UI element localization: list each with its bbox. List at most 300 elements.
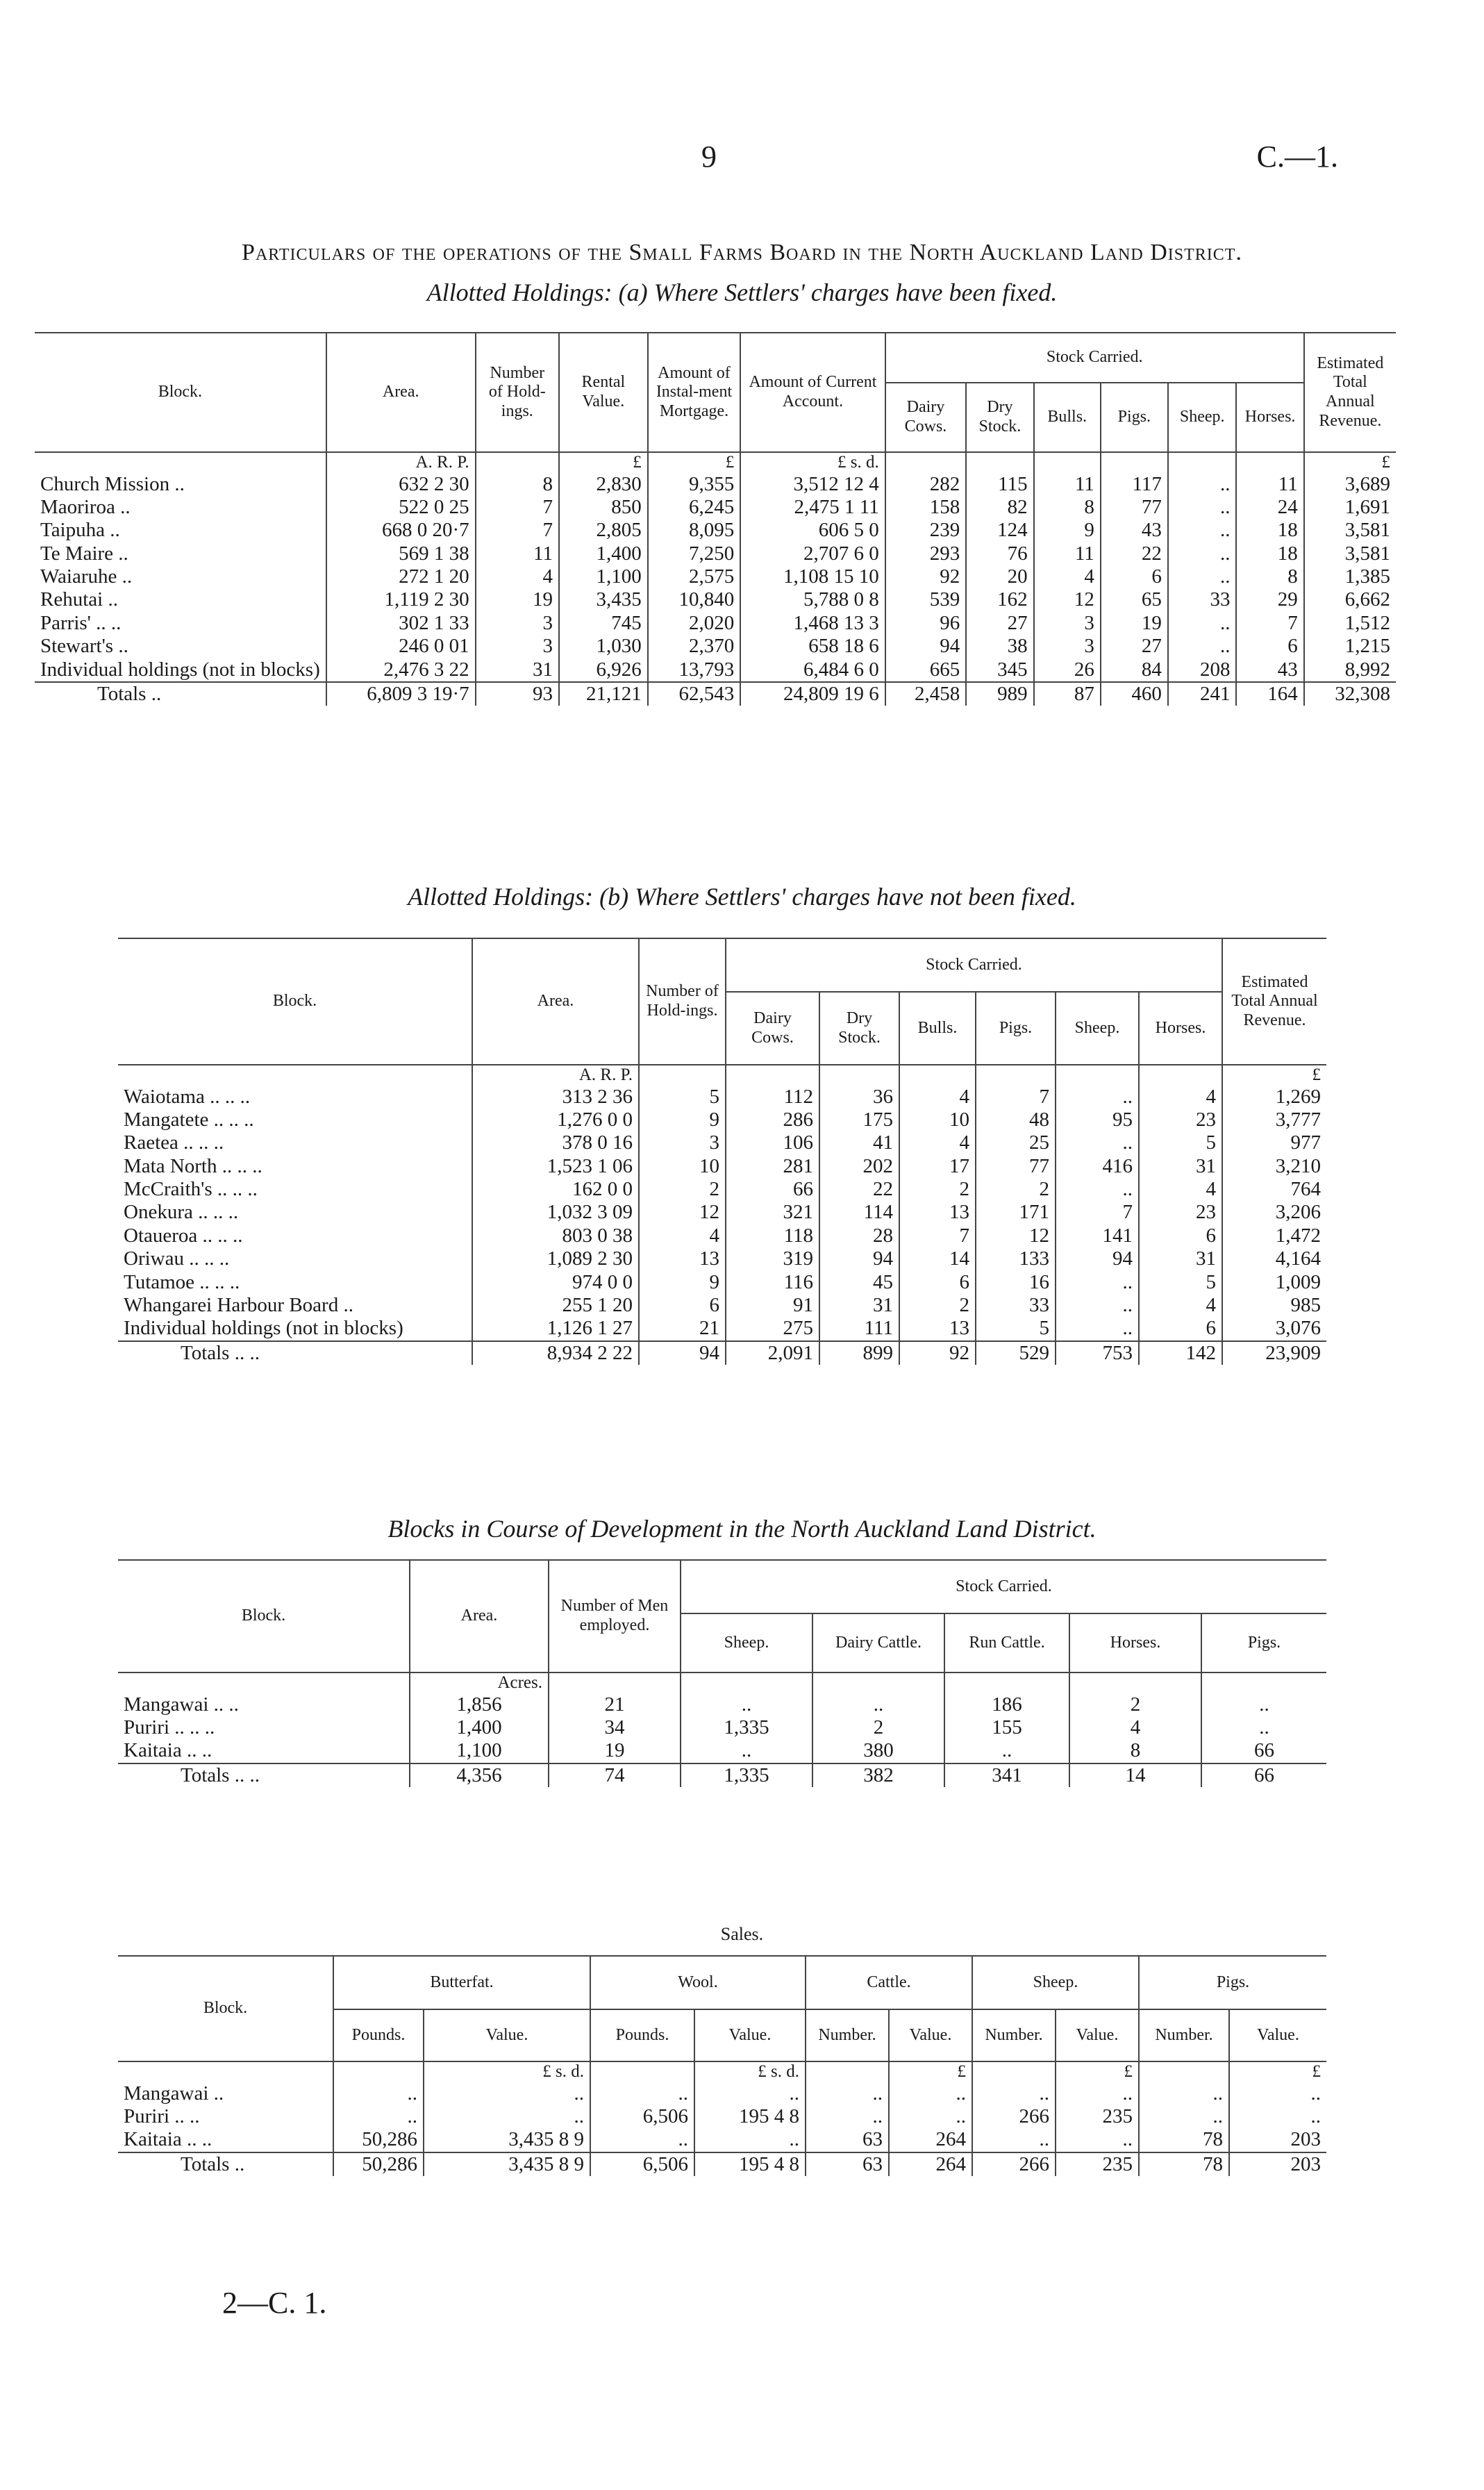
cell: 31 (476, 658, 559, 682)
cell: 632 2 30 (326, 473, 476, 496)
table-row (35, 496, 1396, 519)
col-current-account: Amount of Current Account. (740, 333, 885, 452)
cell: .. (590, 2082, 694, 2105)
cell: 5,788 0 8 (740, 588, 885, 611)
col-stock-carried: Stock Carried. (681, 1560, 1326, 1613)
cell: 4 (899, 1086, 976, 1109)
cell: 11 (1034, 473, 1101, 496)
cell: 1,400 (559, 542, 648, 565)
cell: 1,335 (681, 1716, 812, 1739)
cell: 45 (819, 1271, 899, 1294)
table-row (118, 1716, 1326, 1739)
cell: 112 (726, 1086, 819, 1109)
cell: 378 0 16 (472, 1131, 639, 1154)
table-d (118, 1955, 1326, 2176)
row-label: Individual holdings (not in blocks) (124, 1317, 403, 1340)
cell: .. (590, 2128, 694, 2152)
cell: 5 (1139, 1271, 1222, 1294)
cell: 43 (1101, 519, 1168, 542)
cell: 4 (1034, 565, 1101, 588)
total-cell: 203 (1229, 2152, 1326, 2176)
cell: 1,472 (1222, 1225, 1326, 1247)
cell: .. (944, 1739, 1069, 1763)
cell: 96 (885, 612, 966, 635)
cell: .. (1139, 2082, 1229, 2105)
col-cattle: Cattle. (806, 1956, 972, 2009)
table-d-caption: Sales. (720, 1924, 764, 1944)
cell: 91 (726, 1294, 819, 1317)
cell: 28 (819, 1225, 899, 1247)
totals-row (118, 1763, 1326, 1787)
cell: 1,030 (559, 635, 648, 658)
col-wool-pounds: Pounds. (590, 2009, 694, 2061)
cell: .. (1201, 1716, 1326, 1739)
col-men-employed: Number of Men employed. (549, 1560, 681, 1673)
table-row (118, 1109, 1326, 1131)
col-pigs: Pigs. (1101, 383, 1168, 452)
cell: .. (694, 2082, 806, 2105)
cell: 13 (639, 1247, 726, 1270)
cell: 11 (1034, 542, 1101, 565)
unit-area: A. R. P. (326, 452, 476, 473)
cell: .. (1168, 496, 1237, 519)
cell: .. (972, 2082, 1056, 2105)
cell: 9 (1034, 519, 1101, 542)
cell: 21 (549, 1693, 681, 1716)
cell: 16 (976, 1271, 1056, 1294)
cell: 1,100 (410, 1739, 549, 1763)
total-cell: 341 (944, 1763, 1069, 1787)
cell: .. (812, 1693, 944, 1716)
col-wool: Wool. (590, 1956, 806, 2009)
cell: 977 (1222, 1131, 1326, 1154)
cell: 1,523 1 06 (472, 1155, 639, 1178)
cell: 569 1 38 (326, 542, 476, 565)
cell: 6,245 (648, 496, 740, 519)
col-butterfat: Butterfat. (333, 1956, 590, 2009)
cell: 208 (1168, 658, 1237, 682)
cell: 118 (726, 1225, 819, 1247)
row-label: Church Mission .. (40, 472, 185, 495)
unit-area: A. R. P. (472, 1065, 639, 1086)
cell: 4 (1139, 1178, 1222, 1201)
col-sheep: Sheep. (1056, 992, 1139, 1065)
total-cell: 1,335 (681, 1763, 812, 1787)
col-area: Area. (472, 938, 639, 1065)
cell: 2,020 (648, 612, 740, 635)
row-label: Waiaruhe .. (40, 565, 133, 588)
cell: 22 (819, 1178, 899, 1201)
cell: 7 (1056, 1201, 1139, 1224)
cell: .. (1168, 635, 1237, 658)
total-cell: 66 (1201, 1763, 1326, 1787)
cell: 12 (639, 1201, 726, 1224)
total-cell: 989 (966, 682, 1033, 706)
cell: 6 (1139, 1317, 1222, 1341)
cell: 275 (726, 1317, 819, 1341)
cell: .. (1056, 1086, 1139, 1109)
col-stock-carried: Stock Carried. (885, 333, 1304, 383)
document-code: C.—1. (1256, 140, 1338, 174)
col-bulls: Bulls. (1034, 383, 1101, 452)
totals-label: Totals .. (35, 682, 326, 706)
cell: .. (694, 2128, 806, 2152)
cell: 6,926 (559, 658, 648, 682)
cell: .. (889, 2082, 972, 2105)
total-cell: 164 (1236, 682, 1303, 706)
table-row (35, 635, 1396, 658)
cell: 6 (899, 1271, 976, 1294)
cell: 1,108 15 10 (740, 565, 885, 588)
cell: 95 (1056, 1109, 1139, 1131)
cell: 416 (1056, 1155, 1139, 1178)
col-block: Block. (118, 1956, 333, 2061)
col-wool-value: Value. (694, 2009, 806, 2061)
cell: 26 (1034, 658, 1101, 682)
cell: 33 (1168, 588, 1237, 611)
cell: 1,009 (1222, 1271, 1326, 1294)
cell: 27 (966, 612, 1033, 635)
total-cell: 241 (1168, 682, 1237, 706)
col-sheep: Sheep. (972, 1956, 1139, 2009)
row-label: Maoriroa .. (40, 496, 131, 519)
cell: 133 (976, 1247, 1056, 1270)
col-dry-stock: Dry Stock. (966, 383, 1033, 452)
cell: 7,250 (648, 542, 740, 565)
row-label: Te Maire .. (40, 542, 128, 565)
table-row (35, 473, 1396, 496)
col-horses: Horses. (1236, 383, 1303, 452)
cell: 24 (1236, 496, 1303, 519)
total-cell: 92 (899, 1341, 976, 1365)
cell: 3,076 (1222, 1317, 1326, 1341)
totals-label: Totals .. .. (118, 1763, 410, 1787)
cell: 12 (976, 1225, 1056, 1247)
cell: 65 (1101, 588, 1168, 611)
cell: 2 (812, 1716, 944, 1739)
total-cell: 32,308 (1304, 682, 1396, 706)
cell: 2,805 (559, 519, 648, 542)
cell: 1,468 13 3 (740, 612, 885, 635)
col-stock-carried: Stock Carried. (726, 938, 1222, 992)
col-holdings: Number of Hold-ings. (639, 938, 726, 1065)
cell: 2 (976, 1178, 1056, 1201)
cell: 5 (976, 1317, 1056, 1341)
cell: 3,581 (1304, 542, 1396, 565)
cell: 186 (944, 1693, 1069, 1716)
cell: 293 (885, 542, 966, 565)
cell: 272 1 20 (326, 565, 476, 588)
col-dairy-cows: Dairy Cows. (885, 383, 966, 452)
totals-label: Totals .. (118, 2152, 333, 2176)
cell: .. (972, 2128, 1056, 2152)
cell: 6 (1101, 565, 1168, 588)
cell: .. (1056, 2128, 1139, 2152)
cell: .. (1168, 473, 1237, 496)
cell: 162 (966, 588, 1033, 611)
total-cell: 195 4 8 (694, 2152, 806, 2176)
col-butterfat-value: Value. (424, 2009, 590, 2061)
cell: 10 (639, 1155, 726, 1178)
cell: 76 (966, 542, 1033, 565)
cell: 3,689 (1304, 473, 1396, 496)
col-block: Block. (118, 1560, 410, 1673)
table-row (118, 1317, 1326, 1341)
cell: 9,355 (648, 473, 740, 496)
total-cell: 74 (549, 1763, 681, 1787)
col-dairy-cows: Dairy Cows. (726, 992, 819, 1065)
cell: 246 0 01 (326, 635, 476, 658)
row-label: Puriri .. .. .. (124, 1716, 215, 1739)
cell: 658 18 6 (740, 635, 885, 658)
col-pigs-number: Number. (1139, 2009, 1229, 2061)
cell: 23 (1139, 1109, 1222, 1131)
cell: 1,126 1 27 (472, 1317, 639, 1341)
cell: .. (806, 2082, 889, 2105)
cell: 1,215 (1304, 635, 1396, 658)
cell: 31 (1139, 1155, 1222, 1178)
row-label: McCraith's .. .. .. (124, 1178, 258, 1201)
cell: 162 0 0 (472, 1178, 639, 1201)
cell: 321 (726, 1201, 819, 1224)
cell: 1,691 (1304, 496, 1396, 519)
table-row (118, 2082, 1326, 2105)
cell: 239 (885, 519, 966, 542)
cell: .. (1139, 2105, 1229, 2128)
cell: 18 (1236, 542, 1303, 565)
cell: 264 (889, 2128, 972, 2152)
row-label: Oriwau .. .. .. (124, 1247, 230, 1270)
col-dairy-cattle: Dairy Cattle. (812, 1613, 944, 1673)
row-label: Whangarei Harbour Board .. (124, 1293, 353, 1316)
row-label: Mangawai .. (124, 2082, 224, 2105)
total-cell: 753 (1056, 1341, 1139, 1365)
row-label: Mangawai .. .. (124, 1693, 239, 1716)
cell: 319 (726, 1247, 819, 1270)
cell: 43 (1236, 658, 1303, 682)
col-horses: Horses. (1139, 992, 1222, 1065)
row-label: Rehutai .. (40, 588, 118, 611)
col-pigs-value: Value. (1229, 2009, 1326, 2061)
cell: .. (1056, 1294, 1139, 1317)
cell: 106 (726, 1131, 819, 1154)
cell: 8,992 (1304, 658, 1396, 682)
cell: 3,512 12 4 (740, 473, 885, 496)
cell: 2,475 1 11 (740, 496, 885, 519)
table-row (118, 1131, 1326, 1154)
unit-sheep-value: £ (1056, 2061, 1139, 2082)
col-pigs: Pigs. (1201, 1613, 1326, 1673)
cell: 31 (819, 1294, 899, 1317)
cell: 92 (885, 565, 966, 588)
cell: 235 (1056, 2105, 1139, 2128)
cell: 3 (476, 612, 559, 635)
table-a-caption: Allotted Holdings: (a) Where Settlers' charges have been fixed. (426, 279, 1058, 306)
row-label: Stewart's .. (40, 635, 128, 658)
cell: 14 (899, 1247, 976, 1270)
cell: 141 (1056, 1225, 1139, 1247)
table-c (118, 1559, 1326, 1787)
cell: 66 (726, 1178, 819, 1201)
page-number: 9 (701, 140, 717, 174)
row-label: Kaitaia .. .. (124, 1739, 212, 1762)
cell: .. (333, 2105, 424, 2128)
col-bulls: Bulls. (899, 992, 976, 1065)
row-label: Kaitaia .. .. (124, 2128, 212, 2151)
cell: 4 (1069, 1716, 1201, 1739)
col-sheep: Sheep. (681, 1613, 812, 1673)
cell: 78 (1139, 2128, 1229, 2152)
cell: 985 (1222, 1294, 1326, 1317)
table-row (118, 1178, 1326, 1201)
cell: 50,286 (333, 2128, 424, 2152)
unit-wool-value: £ s. d. (694, 2061, 806, 2082)
cell: 116 (726, 1271, 819, 1294)
cell: 6,506 (590, 2105, 694, 2128)
cell: 3,206 (1222, 1201, 1326, 1224)
cell: 1,385 (1304, 565, 1396, 588)
cell: 2 (1069, 1693, 1201, 1716)
cell: 17 (899, 1155, 976, 1178)
cell: 8 (1069, 1739, 1201, 1763)
cell: .. (681, 1739, 812, 1763)
cell: 117 (1101, 473, 1168, 496)
cell: 31 (1139, 1247, 1222, 1270)
total-cell: 23,909 (1222, 1341, 1326, 1365)
cell: 4,164 (1222, 1247, 1326, 1270)
cell: 4 (1139, 1294, 1222, 1317)
cell: 19 (1101, 612, 1168, 635)
cell: .. (1056, 1178, 1139, 1201)
table-b (118, 938, 1326, 1365)
cell: 13,793 (648, 658, 740, 682)
totals-row (118, 1341, 1326, 1365)
total-cell: 899 (819, 1341, 899, 1365)
cell: 302 1 33 (326, 612, 476, 635)
cell: 345 (966, 658, 1033, 682)
cell: 7 (476, 519, 559, 542)
row-label: Raetea .. .. .. (124, 1131, 224, 1154)
cell: .. (889, 2105, 972, 2128)
cell: 3,435 (559, 588, 648, 611)
cell: 94 (1056, 1247, 1139, 1270)
total-cell: 382 (812, 1763, 944, 1787)
cell: 3 (639, 1131, 726, 1154)
cell: 1,119 2 30 (326, 588, 476, 611)
cell: 13 (899, 1201, 976, 1224)
cell: 11 (476, 542, 559, 565)
col-instalment: Amount of Instal-ment Mortgage. (648, 333, 740, 452)
cell: 94 (885, 635, 966, 658)
total-cell: 8,934 2 22 (472, 1341, 639, 1365)
row-label: Mangatete .. .. .. (124, 1109, 254, 1131)
cell: 281 (726, 1155, 819, 1178)
table-row (118, 1693, 1326, 1716)
cell: 974 0 0 (472, 1271, 639, 1294)
cell: .. (1056, 1131, 1139, 1154)
unit-revenue: £ (1304, 452, 1396, 473)
cell: 3,435 8 9 (424, 2128, 590, 2152)
cell: .. (1056, 1317, 1139, 1341)
cell: 20 (966, 565, 1033, 588)
row-label: Taipuha .. (40, 519, 120, 542)
col-holdings: Number of Hold-ings. (476, 333, 559, 452)
col-sheep: Sheep. (1168, 383, 1237, 452)
total-cell: 87 (1034, 682, 1101, 706)
cell: 4 (899, 1131, 976, 1154)
cell: 266 (972, 2105, 1056, 2128)
table-row (118, 1201, 1326, 1224)
cell: 21 (639, 1317, 726, 1341)
cell: 7 (476, 496, 559, 519)
cell: 9 (639, 1271, 726, 1294)
table-row (35, 519, 1396, 542)
col-area: Area. (410, 1560, 549, 1673)
cell: 33 (976, 1294, 1056, 1317)
cell: 3,581 (1304, 519, 1396, 542)
col-run-cattle: Run Cattle. (944, 1613, 1069, 1673)
cell: 23 (1139, 1201, 1222, 1224)
cell: .. (1168, 542, 1237, 565)
row-label: Mata North .. .. .. (124, 1154, 262, 1177)
cell: 255 1 20 (472, 1294, 639, 1317)
row-label: Parris' .. .. (40, 611, 122, 634)
cell: .. (1229, 2105, 1326, 2128)
cell: 175 (819, 1109, 899, 1131)
cell: 155 (944, 1716, 1069, 1739)
cell: .. (1229, 2082, 1326, 2105)
table-row (118, 1739, 1326, 1763)
table-row (118, 2105, 1326, 2128)
cell: 13 (899, 1317, 976, 1341)
cell: 77 (1101, 496, 1168, 519)
table-row (118, 1086, 1326, 1109)
cell: 6 (1236, 635, 1303, 658)
col-revenue: Estimated Total Annual Revenue. (1304, 333, 1396, 452)
cell: 8 (476, 473, 559, 496)
cell: 5 (639, 1086, 726, 1109)
cell: 124 (966, 519, 1033, 542)
total-cell: 529 (976, 1341, 1056, 1365)
row-label: Onekura .. .. .. (124, 1201, 239, 1224)
row-label: Tutamoe .. .. .. (124, 1270, 240, 1293)
cell: 11 (1236, 473, 1303, 496)
cell: 38 (966, 635, 1033, 658)
col-block: Block. (118, 938, 472, 1065)
cell: 10,840 (648, 588, 740, 611)
cell: .. (424, 2082, 590, 2105)
cell: 7 (1236, 612, 1303, 635)
table-c-caption: Blocks in Course of Development in the North Auckland Land District. (387, 1515, 1097, 1543)
cell: 9 (639, 1109, 726, 1131)
cell: 2,476 3 22 (326, 658, 476, 682)
cell: 2,575 (648, 565, 740, 588)
col-cattle-number: Number. (806, 2009, 889, 2061)
cell: 4 (1139, 1086, 1222, 1109)
cell: 1,856 (410, 1693, 549, 1716)
cell: 10 (899, 1109, 976, 1131)
cell: 27 (1101, 635, 1168, 658)
total-cell: 6,506 (590, 2152, 694, 2176)
cell: 745 (559, 612, 648, 635)
unit-revenue: £ (1222, 1065, 1326, 1086)
table-row (118, 1155, 1326, 1178)
total-cell: 264 (889, 2152, 972, 2176)
col-sheep-value: Value. (1056, 2009, 1139, 2061)
unit-bf-value: £ s. d. (424, 2061, 590, 2082)
cell: .. (424, 2105, 590, 2128)
cell: 8,095 (648, 519, 740, 542)
